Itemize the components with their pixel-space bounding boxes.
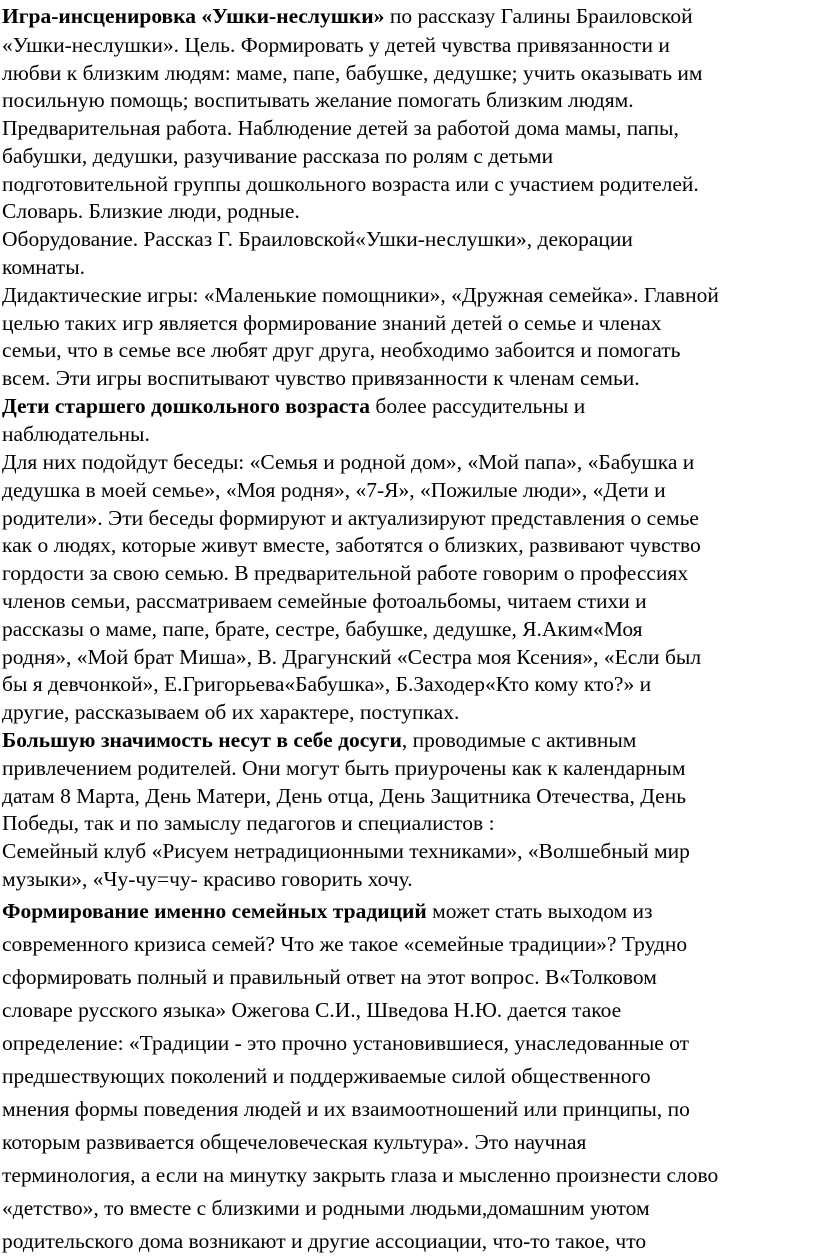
- text-run: которым развивается общечеловеческая культура». Это научная: [2, 1130, 587, 1154]
- bold-text: Игра-инсценировка «Ушки-неслушки»: [2, 4, 385, 28]
- text-run: мнения формы поведения людей и их взаимоотношений или принципы, по: [2, 1097, 690, 1121]
- text-run: наблюдательны.: [2, 422, 150, 446]
- text-run: бы я девчонкой», Е.Григорьева«Бабушка», Б.Заходер«Кто кому кто?» и: [2, 672, 652, 696]
- text-run: определение: «Традиции - это прочно установившиеся, унаследованные от: [2, 1031, 690, 1055]
- text-run: Для них подойдут беседы: «Семья и родной дом», «Мой папа», «Бабушка и: [2, 450, 695, 474]
- text-line: [2, 758, 685, 780]
- bold-text: Дети старшего дошкольного возраста: [2, 394, 370, 418]
- text-line: [2, 730, 636, 752]
- text-line: [2, 869, 413, 891]
- text-line: [2, 901, 653, 923]
- text-run: всем. Эти игры воспитывают чувство привязанности к членам семьи.: [2, 366, 640, 390]
- text-run: Победы, так и по замыслу педагогов и специалистов :: [2, 811, 495, 835]
- text-line: [2, 313, 662, 335]
- text-line: [2, 368, 640, 390]
- text-run: родня», «Мой брат Миша», В. Драгунский «Сестра моя Ксения», «Если был: [2, 645, 702, 669]
- text-run: датам 8 Марта, День Матери, День отца, День Защитника Отечества, День: [2, 784, 687, 808]
- text-run: дедушка в моей семье», «Моя родня», «7-Я», «Пожилые люди», «Дети и: [2, 478, 666, 502]
- text-line: [2, 118, 679, 140]
- text-run: родители». Эти беседы формируют и актуализируют представления о семье: [2, 506, 699, 530]
- text-run: привлечением родителей. Они могут быть приурочены как к календарным: [2, 756, 686, 780]
- text-run: более рассудительны и: [370, 394, 586, 418]
- text-run: терминология, а если на минутку закрыть глаза и мысленно произнести слово: [2, 1163, 719, 1187]
- text-run: семьи, что в семье все любят друг друга, необходимо забоится и помогать: [2, 338, 681, 362]
- text-line: [2, 934, 687, 956]
- text-line: [2, 786, 686, 808]
- text-line: [2, 674, 651, 696]
- text-run: посильную помощь; воспитывать желание помогать близким людям.: [2, 88, 634, 112]
- text-line: [2, 508, 699, 530]
- text-run: , проводимые с активным: [401, 728, 637, 752]
- text-line: [2, 340, 680, 362]
- text-line: [2, 90, 634, 112]
- text-line: [2, 201, 300, 223]
- text-run: родительского дома возникают и другие ассоциации, что-то такое, что: [2, 1229, 647, 1253]
- bold-text: Большую значимость несут в себе досуги: [2, 728, 402, 752]
- text-line: [2, 591, 647, 613]
- text-run: Семейный клуб «Рисуем нетрадиционными техниками», «Волшебный мир: [2, 839, 690, 863]
- text-run: Оборудование. Рассказ Г. Браиловской«Ушки-неслушки», декорации: [2, 227, 633, 251]
- text-run: комнаты.: [2, 255, 86, 279]
- text-line: [2, 6, 693, 28]
- text-run: музыки», «Чу-чу=чу- красиво говорить хочу.: [2, 867, 413, 891]
- text-run: Словарь. Близкие люди, родные.: [2, 199, 300, 223]
- text-run: словаре русского языка» Ожегова С.И., Шведова Н.Ю. дается такое: [2, 998, 622, 1022]
- text-line: [2, 174, 699, 196]
- text-line: [2, 1231, 646, 1253]
- text-run: «Ушки-неслушки». Цель. Формировать у детей чувства привязанности и: [2, 33, 670, 57]
- text-line: [2, 702, 459, 724]
- text-run: предшествующих поколений и поддерживаемые силой общественного: [2, 1064, 651, 1088]
- bold-text: Формирование именно семейных традиций: [2, 899, 427, 923]
- text-run: по рассказу Галины Браиловской: [384, 4, 693, 28]
- text-line: [2, 1198, 650, 1220]
- text-line: [2, 647, 701, 669]
- text-run: рассказы о маме, папе, брате, сестре, бабушке, дедушке, Я.Аким«Моя: [2, 617, 643, 641]
- text-line: [2, 1033, 689, 1055]
- text-run: бабушки, дедушки, разучивание рассказа по ролям с детьми: [2, 144, 554, 168]
- text-line: [2, 813, 495, 835]
- text-line: [2, 424, 150, 446]
- text-line: [2, 841, 690, 863]
- text-line: [2, 1099, 690, 1121]
- text-run: подготовительной группы дошкольного возраста или с участием родителей.: [2, 172, 699, 196]
- text-line: [2, 229, 633, 251]
- text-run: любви к близким людям: маме, папе, бабушке, дедушке; учить оказывать им: [2, 61, 703, 85]
- text-run: сформировать полный и правильный ответ на этот вопрос. В«Толковом: [2, 965, 657, 989]
- text-line: [2, 35, 670, 57]
- text-line: [2, 480, 666, 502]
- text-line: [2, 563, 688, 585]
- text-run: целью таких игр является формирование знаний детей о семье и членах: [2, 311, 662, 335]
- text-run: Предварительная работа. Наблюдение детей за работой дома мамы, папы,: [2, 116, 679, 140]
- text-line: [2, 535, 701, 557]
- text-line: [2, 619, 643, 641]
- text-line: [2, 1066, 651, 1088]
- text-line: [2, 452, 694, 474]
- text-run: современного кризиса семей? Что же такое «семейные традиции»? Трудно: [2, 932, 688, 956]
- text-run: другие, рассказываем об их характере, поступках.: [2, 700, 460, 724]
- text-run: как о людях, которые живут вместе, заботятся о близких, развивают чувство: [2, 533, 701, 557]
- text-line: [2, 257, 85, 279]
- text-line: [2, 1165, 718, 1187]
- text-run: может стать выходом из: [426, 899, 653, 923]
- text-line: [2, 146, 553, 168]
- text-line: [2, 967, 657, 989]
- text-line: [2, 1000, 621, 1022]
- text-line: [2, 285, 719, 307]
- text-line: [2, 1132, 586, 1154]
- text-run: гордости за свою семью. В предварительной работе говорим о профессиях: [2, 561, 689, 585]
- text-run: «детство», то вместе с близкими и родными людьми,домашним уютом: [2, 1196, 650, 1220]
- text-run: членов семьи, рассматриваем семейные фотоальбомы, читаем стихи и: [2, 589, 647, 613]
- text-line: [2, 396, 585, 418]
- text-run: Дидактические игры: «Маленькие помощники», «Дружная семейка». Главной: [2, 283, 719, 307]
- text-line: [2, 63, 702, 85]
